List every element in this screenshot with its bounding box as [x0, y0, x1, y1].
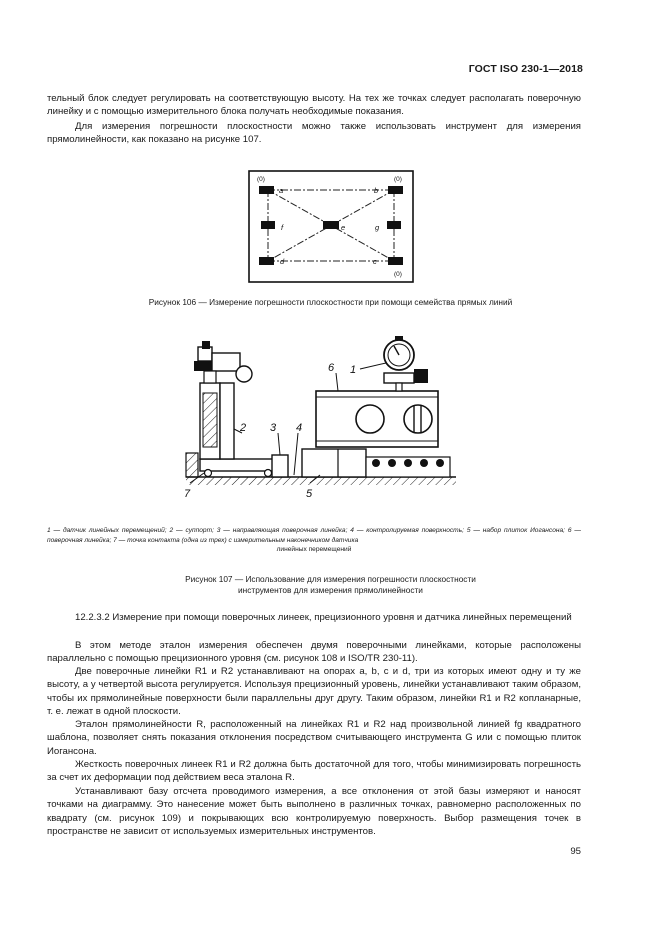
- page-number: 95: [570, 846, 581, 857]
- figure-106-label-g: g: [375, 223, 380, 232]
- figure-106-label-e: e: [341, 223, 346, 232]
- figure-106-label-d: d: [280, 257, 285, 266]
- figure-107-guide-straightedge: [272, 455, 288, 477]
- figure-107-callout-7: 7: [184, 488, 191, 500]
- figure-107-gauge-blocks: [302, 449, 366, 477]
- figure-107-caption: [47, 574, 614, 596]
- figure-106: [248, 170, 414, 283]
- figure-107-callout-5: 5: [306, 488, 313, 500]
- figure-107-callout-1: 1: [350, 364, 357, 376]
- section-paragraph-5: Устанавливают базу отсчета проводимого измерения, а все отклонения от этой базы измеряют и наносят точками на диаграмму. Это нанесение может быть выполнено в различных точках, равномерно расположенных по квадрату (см. рисунок 109) и покрывающих всю контролируемую поверхность. Выбор размещения точек в пространстве не зависит от используемых измерительных инструментов.: [47, 786, 581, 838]
- figure-107: [180, 333, 470, 520]
- figure-107-callout-4: 4: [296, 422, 303, 434]
- section-paragraph-1: В этом методе эталон измерения обеспечен двумя поверочными линейками, которые расположены параллельно с помощью прецизионного уровня (см. рисунок 108 и ISO/TR 230-11).: [47, 640, 581, 665]
- figure-106-label-f: f: [281, 223, 284, 232]
- paragraph-intro-figure-107: Для измерения погрешности плоскостности можно также использовать инструмент для измерения прямолинейности, как показано на рисунке 107.: [47, 121, 581, 146]
- figure-107-caption-line2: инструментов для измерения прямолинейности: [238, 585, 423, 595]
- figure-106-caption: Рисунок 106 — Измерение погрешности плоскостности при помощи семейства прямых линий: [148, 297, 513, 307]
- figure-106-label-a: a: [279, 186, 284, 195]
- figure-107-carriage: [200, 459, 276, 471]
- section-paragraph-4: Жесткость поверочных линеек R1 и R2 должна быть достаточной для того, чтобы минимизировать погрешность за счет их деформации под действием веса эталона R.: [47, 759, 581, 784]
- figure-106-label-c: c: [373, 257, 377, 266]
- figure-107-legend-text: 1 — датчик линейных перемещений; 2 — суппорт; 3 — направляющая поверочная линейка; 4 — контролируемая поверхность; 5 — набор плиток Иогансона; 6 — поверочная линейка; 7 — точка контакта (одна из трех) с измерительным наконечником датчика: [47, 527, 581, 544]
- figure-107-callout-3: 3: [270, 422, 277, 434]
- paragraph-continuation: тельный блок следует регулировать на соответствующую высоту. На тех же точках следует располагать поверочную линейку и с помощью измерительного блока получать необходимые показания.: [47, 93, 581, 118]
- figure-107-callout-2: 2: [240, 422, 247, 434]
- figure-106-support-label-tr: (0): [394, 176, 402, 183]
- figure-106-support-label-br: (0): [394, 271, 402, 278]
- document-header: ГОСТ ISO 230-1—2018: [468, 63, 583, 75]
- figure-107-ground: [186, 477, 456, 485]
- section-paragraph-3: Эталон прямолинейности R, расположенный на линейках R1 и R2 над произвольной линией fg квадратного шаблона, позволяет снять показания отклонения посредством считывающего инструмента G или с помощью плиток Иогансона.: [47, 719, 581, 757]
- figure-107-callout-6: 6: [328, 362, 335, 374]
- figure-107-legend: [47, 526, 581, 555]
- section-heading: 12.2.3.2 Измерение при помощи поверочных линеек, прецизионного уровня и датчика линейных перемещений: [75, 612, 572, 623]
- figure-107-caption-line1: Рисунок 107 — Использование для измерения погрешности плоскостности: [185, 574, 476, 584]
- figure-106-label-b: b: [374, 186, 379, 195]
- section-paragraph-2: Две поверочные линейки R1 и R2 устанавливают на опорах a, b, c и d, три из которых имеют одну и ту же высоту, а у четвертой высота регулируется. Используя прецизионный уровень, линейки устанавливают таким образом, чтобы их прямолинейные поверхности были параллельны друг другу. Таким образом, линейки R1 и R2 копланарные, т. е. лежат в одной плоскости.: [47, 666, 581, 718]
- figure-107-legend-tail: линейных перемещений: [276, 546, 352, 554]
- figure-106-support-label-tl: (0): [257, 176, 265, 183]
